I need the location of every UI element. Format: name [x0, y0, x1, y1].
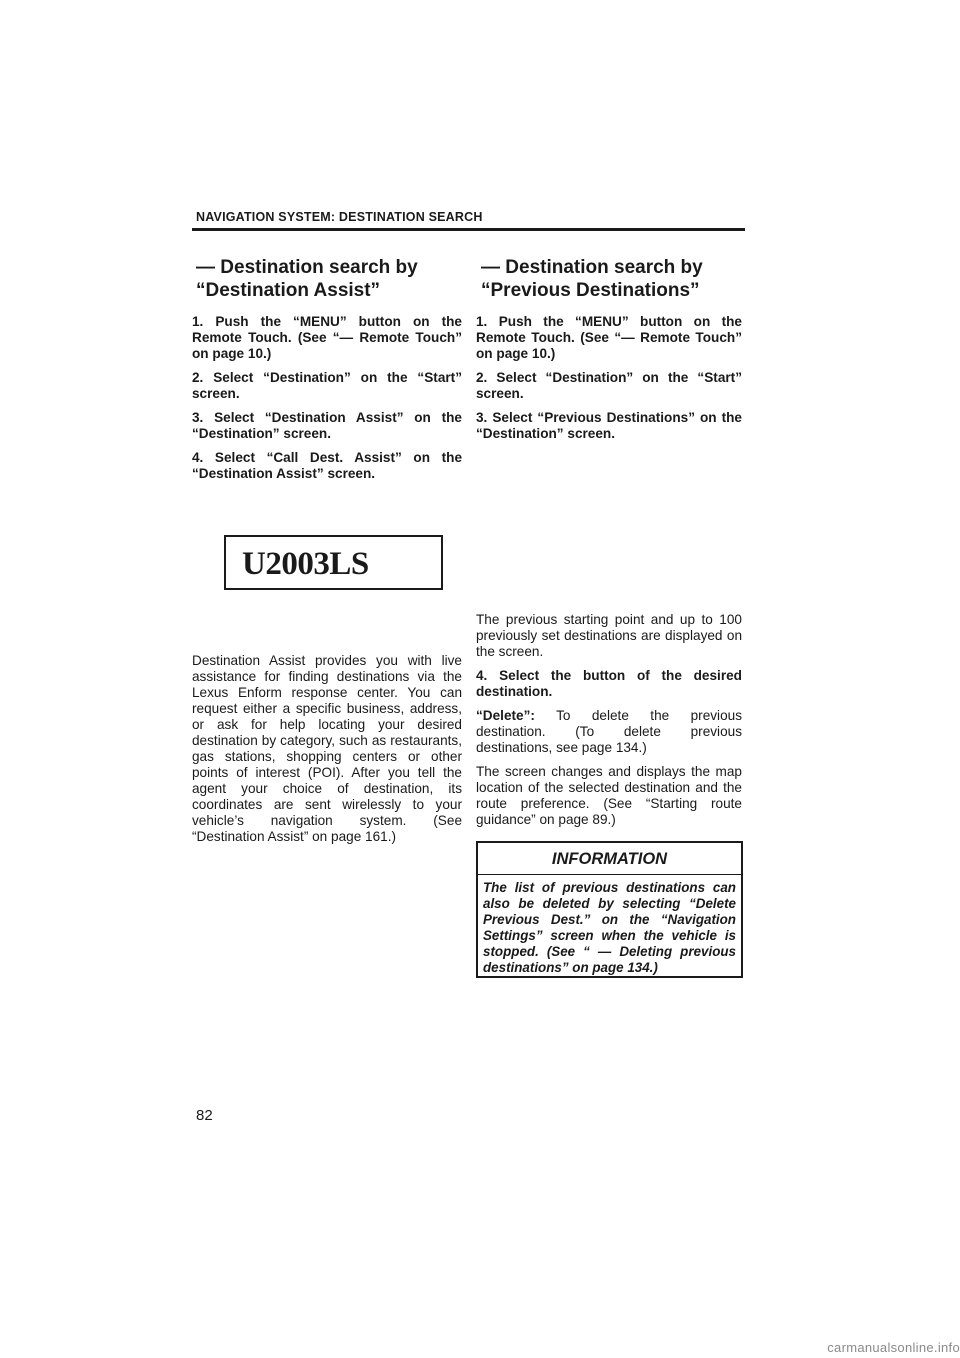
watermark: carmanualsonline.info [827, 1340, 960, 1355]
right-title-line1: — Destination search by [481, 257, 703, 278]
delete-label: “Delete”: [476, 708, 535, 723]
information-text: The list of previous destinations can also be deleted by selecting “Delete Previous Dest.” on the “Navigation Settings” screen when the vehicle is stopped. (See “ — Deleting previous destinations” on page 134.) [483, 880, 736, 975]
left-step-4: 4. Select “Call Dest. Assist” on the “Destination Assist” screen. [192, 450, 462, 481]
delete-text: To delete the previous destination. (To delete previous destinations, see page 134.) [476, 708, 742, 755]
right-title-line2: “Previous Destinations” [481, 280, 700, 301]
right-step-2: 2. Select “Destination” on the “Start” screen. [476, 370, 742, 401]
destination-assist-description [192, 653, 462, 853]
previous-destinations-description [476, 612, 742, 836]
right-step-1: 1. Push the “MENU” button on the Remote Touch. (See “— Remote Touch” on page 10.) [476, 314, 742, 361]
page-number: 82 [196, 1107, 213, 1124]
header-rule [192, 228, 745, 231]
left-steps [192, 314, 462, 490]
right-steps [476, 314, 742, 450]
right-step-3: 3. Select “Previous Destinations” on the “Destination” screen. [476, 410, 742, 441]
information-box [476, 841, 743, 978]
left-step-2: 2. Select “Destination” on the “Start” screen. [192, 370, 462, 401]
information-heading: INFORMATION [478, 843, 741, 875]
screenshot-placeholder [224, 535, 443, 590]
left-body-text: Destination Assist provides you with live assistance for finding destinations via the Lexus Enform response center. You can request either a specific business, address, or ask for help locating your desired destination by category, such as restaurants, gas stations, shopping centers or other points of interest (POI). After you tell the agent your choice of destination, its coordinates are sent wirelessly to your vehicle’s navigation system. (See “Destination Assist” on page 161.) [192, 653, 462, 844]
right-para-2: The screen changes and displays the map location of the selected destination and the route preference. (See “Starting route guidance” on page 89.) [476, 764, 742, 827]
running-header: NAVIGATION SYSTEM: DESTINATION SEARCH [196, 210, 483, 224]
delete-description [476, 708, 742, 756]
left-step-1: 1. Push the “MENU” button on the Remote Touch. (See “— Remote Touch” on page 10.) [192, 314, 462, 361]
left-title-line2: “Destination Assist” [196, 280, 381, 301]
right-para-1: The previous starting point and up to 100 previously set destinations are displayed on the screen. [476, 612, 742, 659]
left-step-3: 3. Select “Destination Assist” on the “Destination” screen. [192, 410, 462, 441]
right-section-title [481, 256, 751, 302]
right-step-4: 4. Select the button of the desired destination. [476, 668, 742, 699]
left-section-title [196, 256, 466, 302]
left-title-line1: — Destination search by [196, 257, 418, 278]
image-code-label: U2003LS [242, 546, 369, 582]
